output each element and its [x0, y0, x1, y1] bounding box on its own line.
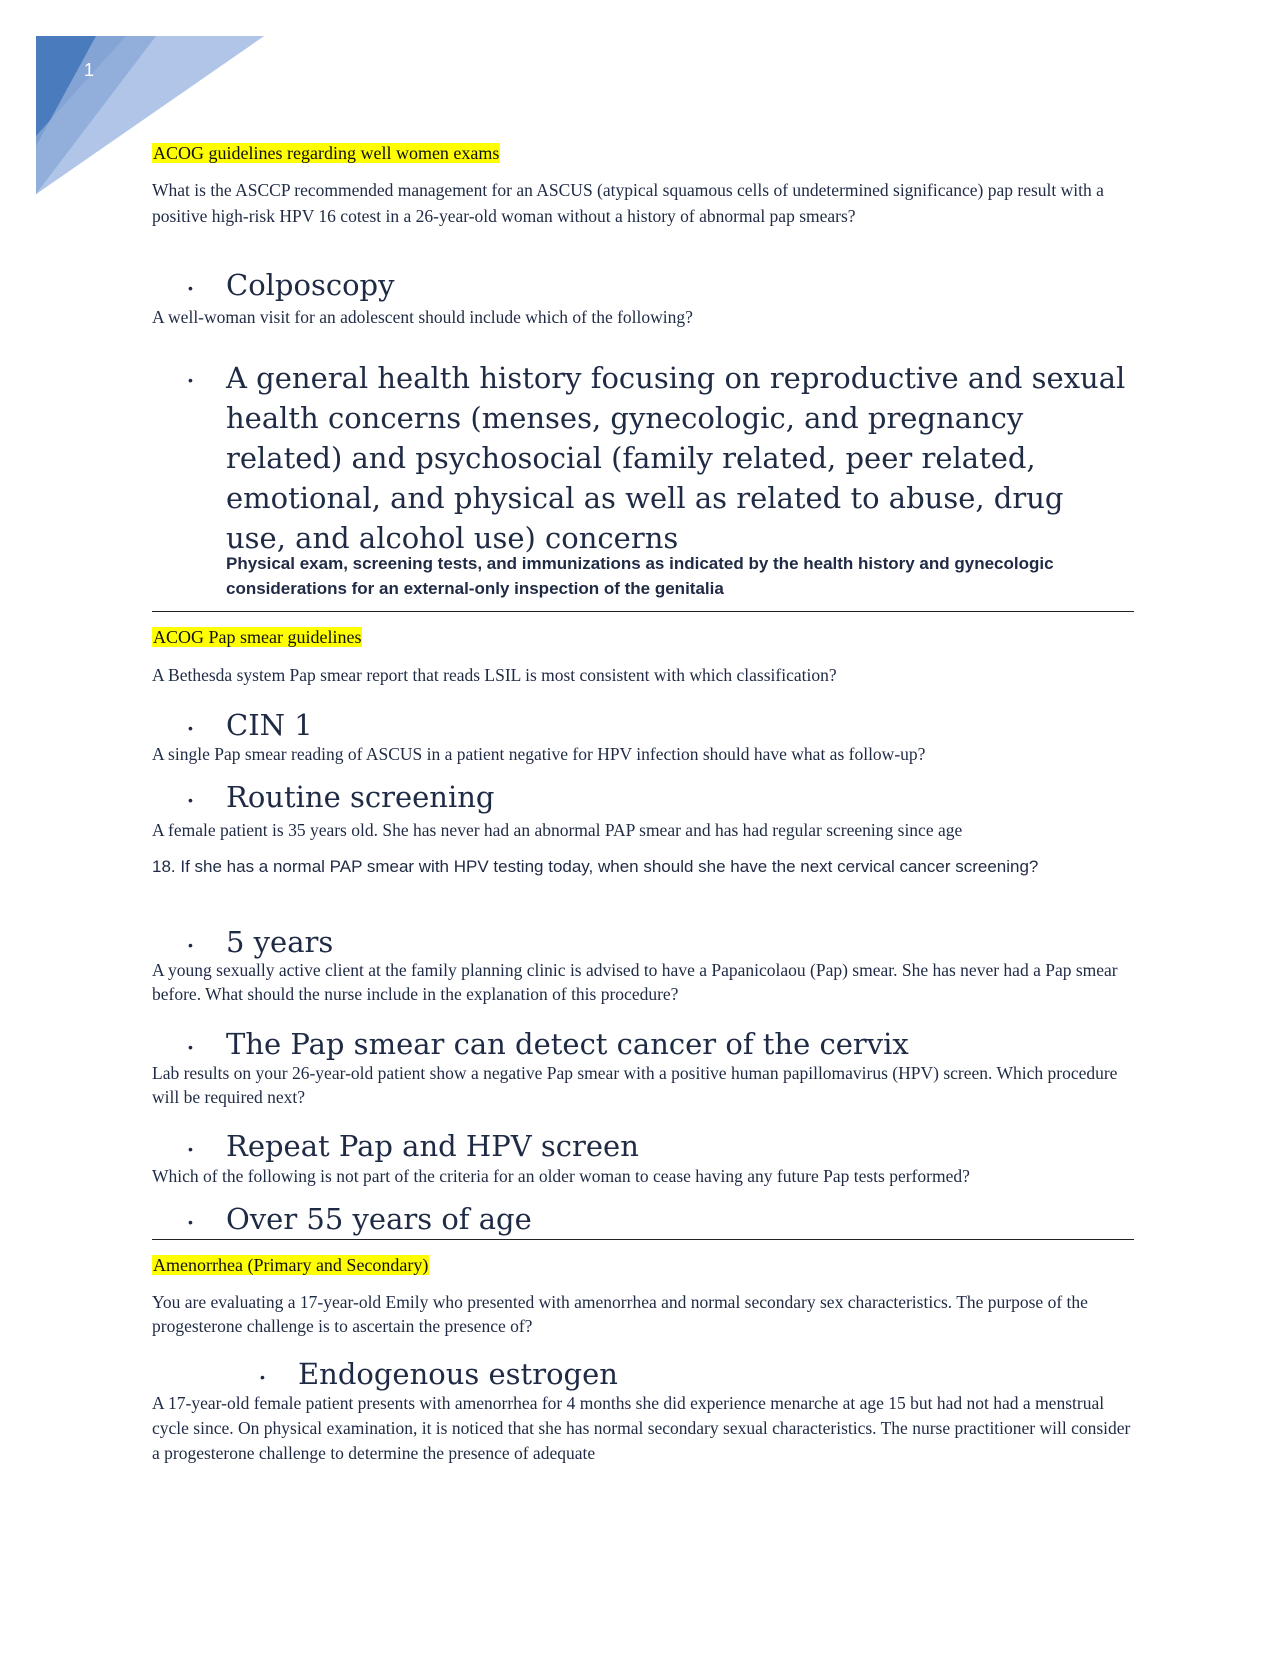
answer-text: Routine screening — [226, 780, 495, 814]
question-text-continued: 18. If she has a normal PAP smear with HPV testing today, when should she have the next cervical cancer screening? — [152, 857, 1039, 876]
answer-text: A general health history focusing on reproductive and sexual health concerns (menses, gynecologic, and pregnancy related) and psychosocial (family related, peer related, emotional, and physical as well as related to abuse, drug use, and alcohol use) concerns — [226, 361, 1126, 555]
page-number: 1 — [84, 60, 95, 80]
question-text: A young sexually active client at the family planning clinic is advised to have a Papanicolaou (Pap) smear. She has never had a Pap smear before. What should the nurse include in the explanation of this procedure? — [152, 960, 1118, 1004]
answer-text: The Pap smear can detect cancer of the cervix — [226, 1027, 909, 1061]
bullet-icon: • — [188, 372, 193, 388]
question-text: You are evaluating a 17-year-old Emily who presented with amenorrhea and normal secondary sex characteristics. The purpose of the progesterone challenge is to ascertain the presence of? — [152, 1292, 1088, 1336]
answer-text: CIN 1 — [226, 708, 313, 742]
bullet-icon: • — [188, 792, 193, 808]
section-divider — [152, 611, 1134, 612]
question-text: A 17-year-old female patient presents with amenorrhea for 4 months she did experience menarche at age 15 but had not had a menstrual cycle since. On physical examination, it is noticed that she has normal secondary sexual characteristics. The nurse practitioner will consider a progesterone challenge to determine the presence of adequate — [152, 1393, 1131, 1463]
bullet-icon: • — [260, 1369, 265, 1385]
question-text: Lab results on your 26-year-old patient show a negative Pap smear with a positive human papillomavirus (HPV) screen. Which procedure will be required next? — [152, 1063, 1118, 1107]
question-text: A female patient is 35 years old. She has never had an abnormal PAP smear and has had regular screening since age — [152, 820, 963, 840]
section-divider — [152, 1239, 1134, 1240]
question-text: Which of the following is not part of the criteria for an older woman to cease having any future Pap tests performed? — [152, 1166, 970, 1186]
answer-text: 5 years — [226, 925, 334, 959]
answer-text: Over 55 years of age — [226, 1202, 532, 1236]
bullet-icon: • — [188, 1039, 193, 1055]
section-heading: Amenorrhea (Primary and Secondary) — [153, 1255, 429, 1275]
bullet-icon: • — [188, 1141, 193, 1157]
bullet-icon: • — [188, 280, 193, 296]
question-text: What is the ASCCP recommended management for an ASCUS (atypical squamous cells of undetermined significance) pap result with a positive high-risk HPV 16 cotest in a 26-year-old woman without a history of abnormal pap smears? — [152, 180, 1104, 226]
section-heading: ACOG Pap smear guidelines — [153, 627, 362, 647]
answer-detail: Physical exam, screening tests, and immunizations as indicated by the health history and gynecologic considerations for an external-only inspection of the genitalia — [226, 554, 1054, 598]
section-heading: ACOG guidelines regarding well women exams — [153, 143, 500, 163]
answer-text: Colposcopy — [226, 268, 395, 302]
bullet-icon: • — [188, 1214, 193, 1230]
question-text: A well-woman visit for an adolescent should include which of the following? — [152, 307, 693, 327]
question-text: A single Pap smear reading of ASCUS in a patient negative for HPV infection should have what as follow-up? — [152, 744, 926, 764]
bullet-icon: • — [188, 720, 193, 736]
answer-text: Endogenous estrogen — [298, 1357, 618, 1391]
answer-text: Repeat Pap and HPV screen — [226, 1129, 639, 1163]
bullet-icon: • — [188, 937, 193, 953]
question-text: A Bethesda system Pap smear report that reads LSIL is most consistent with which classification? — [152, 665, 837, 685]
